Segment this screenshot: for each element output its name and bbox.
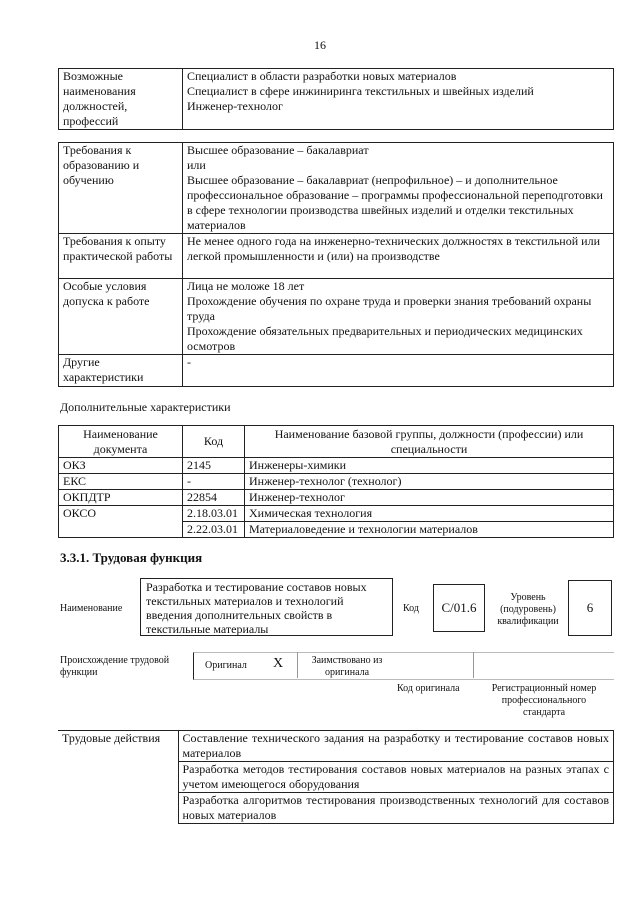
- professions-label: Возможные наименования должностей, профессий: [59, 69, 183, 130]
- profession-item: Специалист в сфере инжиниринга текстильных и швейных изделий: [187, 84, 534, 98]
- column-header: Наименование базовой группы, должности (профессии) или специальности: [245, 426, 614, 458]
- requirements-row-other: [59, 355, 614, 387]
- additional-heading: Дополнительные характеристики: [60, 400, 231, 414]
- action-item: Разработка алгоритмов тестирования производственных технологий для составов новых материалов: [178, 793, 614, 824]
- origin-divider: [297, 652, 298, 678]
- doc-cell: ЕКС: [59, 474, 183, 490]
- function-name-label: Наименование: [60, 603, 123, 614]
- level-box: [568, 580, 612, 636]
- doc-cell: ОКЗ: [59, 458, 183, 474]
- page-number: 16: [314, 38, 326, 52]
- admission-line: Прохождение обучения по охране труда и проверки знания требований охраны труда: [187, 294, 592, 323]
- origin-code-label: Код оригинала: [397, 683, 460, 694]
- code-label: Код: [403, 603, 419, 614]
- admission-line: Прохождение обязательных предварительных и периодических медицинских осмотров: [187, 324, 583, 353]
- experience-line: Не менее одного года на инженерно-технических должностях в текстильной или легкой промышленности и (или) на производстве: [187, 234, 600, 263]
- code-cell: 22854: [183, 490, 245, 506]
- name-cell: Химическая технология: [245, 506, 614, 522]
- professions-row: [59, 69, 614, 130]
- code-cell: -: [183, 474, 245, 490]
- origin-box: [193, 652, 614, 680]
- table-row: [59, 474, 614, 490]
- education-line: или: [187, 158, 206, 172]
- admission-line: Лица не моложе 18 лет: [187, 279, 305, 293]
- actions-label: Трудовые действия: [58, 731, 178, 824]
- origin-divider: [473, 652, 474, 678]
- education-value: [183, 143, 614, 234]
- doc-cell: ОКПДТР: [59, 490, 183, 506]
- table-row: [59, 506, 614, 522]
- professions-table: [58, 68, 614, 130]
- action-item: Составление технического задания на разработку и тестирование составов новых материалов: [178, 731, 614, 762]
- admission-label: Особые условия допуска к работе: [59, 279, 183, 355]
- additional-table: [58, 425, 614, 538]
- experience-value: [183, 234, 614, 279]
- professions-list: [183, 69, 614, 130]
- function-title: 3.3.1. Трудовая функция: [60, 550, 203, 565]
- code-box: [433, 584, 485, 632]
- column-header: Наименование документа: [59, 426, 183, 458]
- requirements-row-education: [59, 143, 614, 234]
- code-cell: 2145: [183, 458, 245, 474]
- code-cell: 2.18.03.01: [183, 506, 245, 522]
- code-cell: 2.22.03.01: [183, 522, 245, 538]
- name-cell: Инженер-технолог (технолог): [245, 474, 614, 490]
- column-header: Код: [183, 426, 245, 458]
- other-label: Другие характеристики: [59, 355, 183, 387]
- education-label: Требования к образованию и обучению: [59, 143, 183, 234]
- reg-number-label: Регистрационный номер профессионального стандарта: [491, 683, 597, 718]
- original-label: Оригинал: [205, 660, 247, 671]
- table-row: [59, 490, 614, 506]
- borrowed-label: Заимствовано из оригинала: [311, 655, 383, 678]
- admission-value: [183, 279, 614, 355]
- doc-cell: ОКСО: [59, 506, 183, 538]
- education-line: Высшее образование – бакалавриат (непрофильное) – и дополнительное профессиональное образование – программы профессиональной переподготовки в сфере технологии производства швейных изделий и отделки текстильных материалов: [187, 173, 603, 232]
- level-value: 6: [586, 600, 594, 615]
- code-value: C/01.6: [441, 600, 477, 615]
- name-cell: Материаловедение и технологии материалов: [245, 522, 614, 538]
- function-name-box: [140, 578, 393, 636]
- requirements-table: [58, 142, 614, 387]
- original-mark: X: [273, 656, 284, 671]
- level-label: Уровень (подуровень) квалификации: [497, 592, 559, 627]
- action-item: Разработка методов тестирования составов новых материалов на разных этапах с учетом имеющегося оборудования: [178, 762, 614, 793]
- education-line: Высшее образование – бакалавриат: [187, 143, 369, 157]
- table-row: [59, 458, 614, 474]
- actions-table: [58, 730, 614, 824]
- origin-label: Происхождение трудовой функции: [60, 655, 170, 678]
- actions-row: [58, 731, 614, 762]
- requirements-row-experience: [59, 234, 614, 279]
- requirements-row-admission: [59, 279, 614, 355]
- function-name-value: Разработка и тестирование составов новых текстильных материалов и технологий введения дополнительных свойств в текстильные материалы: [146, 580, 367, 636]
- profession-item: Инженер-технолог: [187, 99, 283, 113]
- additional-header-row: [59, 426, 614, 458]
- experience-label: Требования к опыту практической работы: [59, 234, 183, 279]
- other-value: -: [183, 355, 614, 387]
- profession-item: Специалист в области разработки новых материалов: [187, 69, 457, 83]
- name-cell: Инженер-технолог: [245, 490, 614, 506]
- name-cell: Инженеры-химики: [245, 458, 614, 474]
